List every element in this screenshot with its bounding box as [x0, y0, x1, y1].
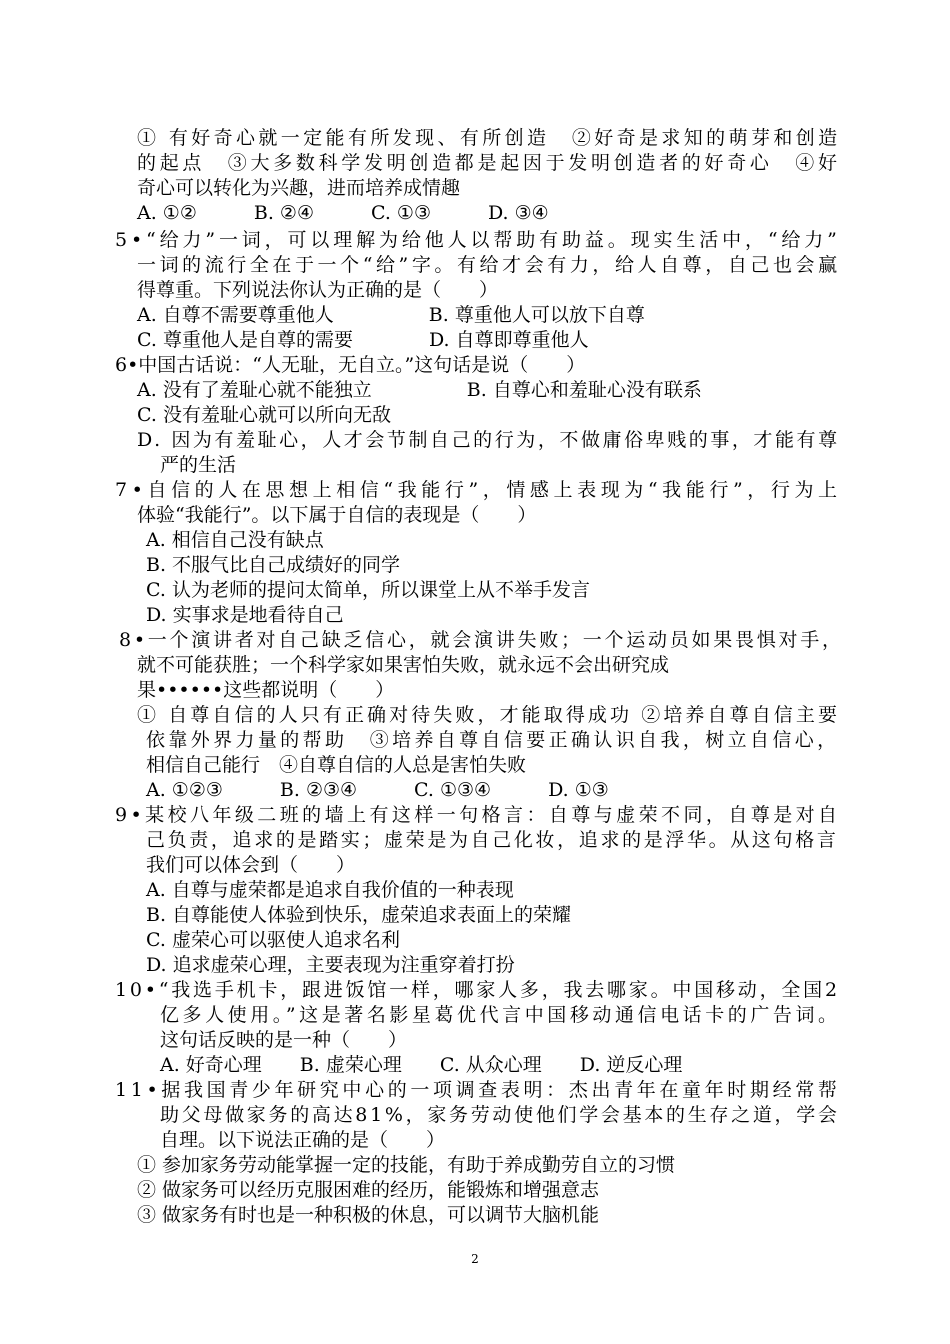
answer-option: A. 相信自己没有缺点: [146, 529, 324, 551]
text-line: 严的生活: [160, 454, 237, 476]
page-number: 2: [471, 1252, 479, 1266]
answer-option: D. 因为有羞耻心，人才会节制自己的行为，不做庸俗卑贱的事，才能有尊: [137, 429, 840, 451]
answer-option: B. 不服气比自己成绩好的同学: [146, 554, 401, 576]
text-line: 奇心可以转化为兴趣，进而培养成情趣: [137, 177, 461, 199]
question-5: 5•“给力”一词，可以理解为给他人以帮助有助益。现实生活中，“给力”: [115, 229, 841, 251]
answer-option: D. 追求虚荣心理，主要表现为注重穿着打扮: [146, 954, 515, 976]
question-8: 8•一个演讲者对自己缺乏信心，就会演讲失败；一个运动员如果畏惧对手，: [119, 629, 844, 651]
answer-option: C. 没有羞耻心就可以所向无敌: [137, 404, 391, 426]
answer-option: B. 自尊能使人体验到快乐，虚荣追求表面上的荣耀: [146, 904, 572, 926]
text-line: 就不可能获胜；一个科学家如果害怕失败，就永远不会出研究成: [137, 654, 670, 676]
answer-option: C. 虚荣心可以驱使人追求名利: [146, 929, 400, 951]
answer-options: A. 没有了羞耻心就不能独立 B. 自尊心和羞耻心没有联系: [137, 379, 702, 401]
text-line: ① 自尊自信的人只有正确对待失败，才能取得成功 ②培养自尊自信主要: [137, 704, 841, 726]
text-line: 果••••••这些都说明（ ）: [137, 679, 395, 701]
answer-options: C. 尊重他人是自尊的需要 D. 自尊即尊重他人: [137, 329, 589, 351]
text-line: 己负责，追求的是踏实；虚荣是为自己化妆，追求的是浮华。从这句格言: [146, 829, 839, 851]
text-line: ① 参加家务劳动能掌握一定的技能，有助于养成勤劳自立的习惯: [137, 1154, 676, 1176]
text-line: 亿多人使用。”这是著名影星葛优代言中国移动通信电话卡的广告词。: [160, 1004, 841, 1026]
answer-options: A. ①②③ B. ②③④ C. ①③④ D. ①③: [146, 779, 609, 801]
text-line: ② 做家务可以经历克服困难的经历，能锻炼和增强意志: [137, 1179, 600, 1201]
text-line: 的起点 ③大多数科学发明创造都是起因于发明创造者的好奇心 ④好: [137, 152, 841, 174]
text-line: 自理。以下说法正确的是（ ）: [160, 1129, 446, 1151]
text-line: ① 有好奇心就一定能有所发现、有所创造 ②好奇是求知的萌芽和创造: [137, 127, 841, 149]
answer-options: A. 自尊不需要尊重他人 B. 尊重他人可以放下自尊: [137, 304, 645, 326]
question-7: 7•自信的人在思想上相信“我能行”，情感上表现为“我能行”，行为上: [115, 479, 842, 501]
text-line: 助父母做家务的高达81%，家务劳动使他们学会基本的生存之道，学会: [160, 1104, 840, 1126]
text-line: 相信自己能行 ④自尊自信的人总是害怕失败: [146, 754, 527, 776]
question-10: 10•“我选手机卡，跟进饭馆一样，哪家人多，我去哪家。中国移动，全国2: [115, 979, 840, 1001]
text-line: 依靠外界力量的帮助 ③培养自尊自信要正确认识自我，树立自信心，: [146, 729, 840, 751]
text-line: 得尊重。下列说法你认为正确的是（ ）: [137, 279, 499, 301]
text-line: 体验“我能行”。以下属于自信的表现是（ ）: [137, 504, 537, 526]
text-line: 一词的流行全在于一个“给”字。有给才会有力，给人自尊，自己也会赢: [137, 254, 841, 276]
question-6: 6•中国古话说：“人无耻，无自立。”这句话是说（ ）: [115, 354, 586, 376]
answer-options: A. ①② B. ②④ C. ①③ D. ③④: [137, 202, 549, 224]
question-9: 9•某校八年级二班的墙上有这样一句格言：自尊与虚荣不同，自尊是对自: [115, 804, 841, 826]
answer-options: A. 好奇心理 B. 虚荣心理 C. 从众心理 D. 逆反心理: [160, 1054, 683, 1076]
answer-option: A. 自尊与虚荣都是追求自我价值的一种表现: [146, 879, 514, 901]
question-11: 11•据我国青少年研究中心的一项调查表明：杰出青年在童年时期经常帮: [115, 1079, 841, 1101]
text-line: ③ 做家务有时也是一种积极的休息，可以调节大脑机能: [137, 1204, 600, 1226]
text-line: 这句话反映的是一种（ ）: [160, 1029, 408, 1051]
answer-option: D. 实事求是地看待自己: [146, 604, 344, 626]
text-line: 我们可以体会到（ ）: [146, 854, 356, 876]
answer-option: C. 认为老师的提问太简单，所以课堂上从不举手发言: [146, 579, 590, 601]
